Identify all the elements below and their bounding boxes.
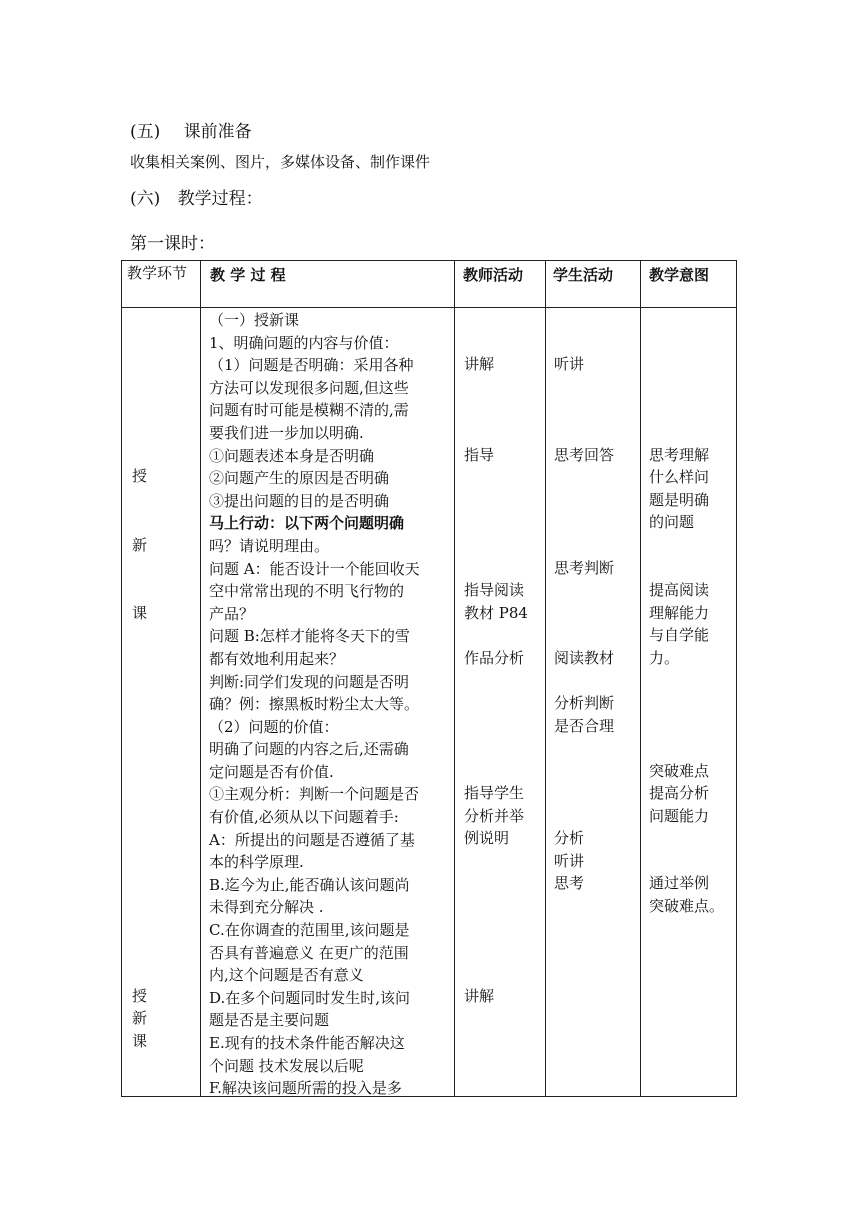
process-line: 要我们进一步加以明确. — [209, 423, 364, 442]
process-line: ②问题产生的原因是否明确 — [209, 469, 390, 488]
process-line: 问题有时可能是模糊不清的,需 — [209, 401, 409, 420]
teaching-intent: 力。 — [649, 649, 680, 667]
process-line: 1、明确问题的内容与价值： — [209, 333, 399, 352]
teaching-intent: 与自学能 — [649, 626, 710, 644]
section-title: 教学过程： — [177, 189, 263, 209]
teaching-process-table — [121, 260, 737, 1097]
section-title: 课前准备 — [183, 122, 252, 142]
stage-char: 课 — [132, 1032, 148, 1050]
header-teacher: 教师活动 — [463, 266, 524, 284]
student-activity: 听讲 — [554, 852, 585, 870]
teaching-intent: 提高阅读 — [649, 581, 710, 599]
student-activity: 是否合理 — [554, 717, 615, 735]
student-activity: 分析 — [554, 829, 585, 847]
process-line: 题是否是主要问题 — [209, 1011, 330, 1030]
process-line: 空中常常出现的不明飞行物的 — [209, 582, 405, 601]
teacher-activity: 指导学生 — [464, 784, 525, 802]
process-line: 未得到充分解决 . — [209, 898, 324, 917]
process-line: B.迄今为止,能否确认该问题尚 — [209, 875, 410, 894]
stage-char: 新 — [132, 1009, 148, 1027]
process-line: 确？例：擦黑板时粉尘太大等。 — [209, 695, 420, 714]
process-line: ①问题表述本身是否明确 — [209, 446, 375, 465]
section-number: (五) — [130, 122, 161, 142]
process-line: 个问题 技术发展以后呢 — [209, 1056, 364, 1075]
process-line: 方法可以发现很多问题,但这些 — [209, 378, 409, 397]
process-line: 内,这个问题是否有意义 — [209, 966, 364, 985]
teacher-activity: 作品分析 — [464, 649, 525, 667]
process-line: 有价值,必须从以下问题着手: — [209, 808, 399, 827]
process-line: C.在你调查的范围里,该问题是 — [209, 921, 410, 940]
process-line: 定问题是否有价值. — [209, 762, 334, 781]
lesson-label: 第一课时： — [130, 234, 215, 254]
process-text — [209, 309, 453, 1100]
process-line: D.在多个问题同时发生时,该问 — [209, 988, 411, 1007]
teacher-activity: 讲解 — [464, 355, 495, 373]
teaching-intent: 突破难点 — [649, 762, 710, 780]
section-heading-6 — [130, 184, 263, 209]
process-line: 本的科学原理. — [209, 853, 304, 872]
teaching-intent: 题是明确 — [649, 491, 710, 509]
section-heading-5 — [130, 117, 252, 142]
teacher-activity: 例说明 — [464, 829, 510, 847]
process-line: ①主观分析：判断一个问题是否 — [209, 785, 420, 804]
teaching-intent: 什么样问 — [649, 468, 710, 486]
student-activity: 阅读教材 — [554, 649, 615, 667]
process-line: 吗？请说明理由。 — [209, 536, 330, 555]
process-line: E.现有的技术条件能否解决这 — [209, 1034, 405, 1052]
student-activity: 思考回答 — [554, 446, 615, 464]
teaching-intent: 突破难点。 — [649, 897, 725, 915]
teaching-intent: 问题能力 — [649, 807, 710, 825]
teaching-intent: 通过举例 — [649, 874, 710, 892]
teaching-intent: 的问题 — [649, 513, 695, 531]
process-line: （1）问题是否明确：采用各种 — [209, 356, 414, 375]
header-stage: 教学环节 — [127, 264, 188, 282]
process-line: 都有效地利用起来？ — [209, 649, 345, 668]
stage-char: 授 — [132, 987, 148, 1005]
student-activity: 听讲 — [554, 355, 585, 373]
process-line: 问题 B:怎样才能将冬天下的雪 — [209, 627, 410, 646]
process-line: 否具有普遍意义 在更广的范围 — [209, 943, 409, 962]
header-intent: 教学意图 — [649, 266, 710, 284]
teacher-activity: 分析并举 — [464, 807, 525, 825]
process-line: （2）问题的价值： — [209, 717, 339, 736]
teacher-activity: 指导阅读 — [464, 581, 525, 599]
student-activity: 思考 — [554, 874, 585, 892]
teaching-intent: 思考理解 — [649, 446, 710, 464]
teacher-activity: 讲解 — [464, 987, 495, 1005]
teaching-intent: 提高分析 — [649, 784, 710, 802]
teacher-activity: 教材 P84 — [464, 604, 528, 622]
process-line: F.解决该问题所需的投入是多 — [209, 1079, 402, 1098]
student-activity: 思考判断 — [554, 559, 615, 577]
teaching-intent: 理解能力 — [649, 604, 710, 622]
process-line: 明确了问题的内容之后,还需确 — [209, 740, 409, 759]
process-line: ③提出问题的目的是否明确 — [209, 491, 390, 510]
teacher-activity: 指导 — [464, 446, 495, 464]
process-line: （一）授新课 — [209, 311, 300, 329]
process-line: A：所提出的问题是否遵循了基 — [209, 830, 415, 849]
stage-char: 授 — [132, 467, 148, 485]
process-line: 问题 A：能否设计一个能回收天 — [209, 559, 420, 578]
header-process: 教 学 过 程 — [210, 266, 286, 284]
header-student: 学生活动 — [553, 266, 614, 284]
prep-text: 收集相关案例、图片，多媒体设备、制作课件 — [130, 153, 431, 171]
stage-char: 新 — [132, 536, 148, 554]
process-line: 产品？ — [209, 604, 255, 623]
process-line: 马上行动：以下两个问题明确 — [209, 514, 405, 533]
student-activity: 分析判断 — [554, 694, 615, 712]
stage-char: 课 — [132, 604, 148, 622]
section-number: (六) — [130, 189, 161, 209]
process-line: 判断:同学们发现的问题是否明 — [209, 672, 410, 691]
